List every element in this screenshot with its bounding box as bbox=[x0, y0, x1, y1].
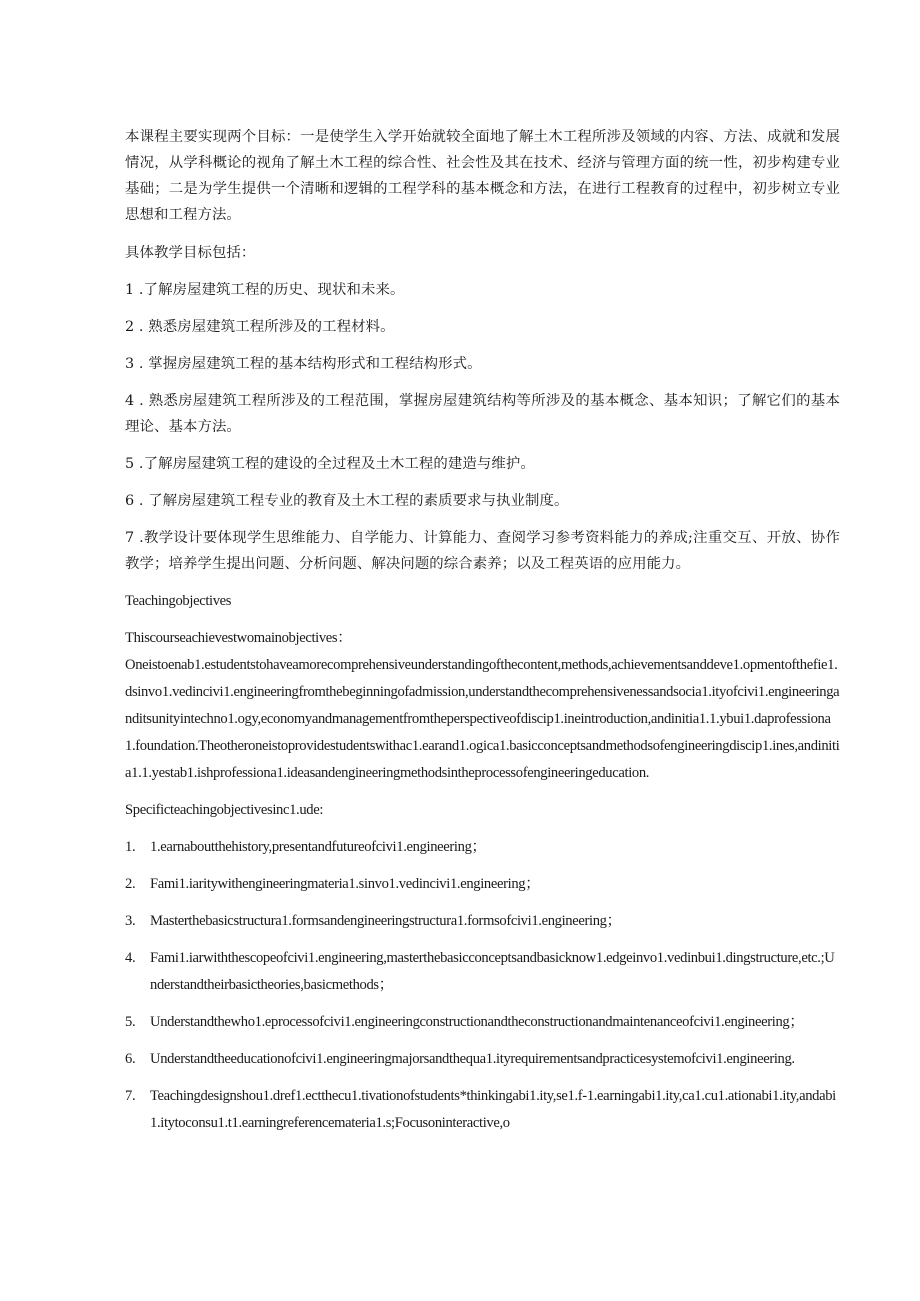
zh-list-item: 1 .了解房屋建筑工程的历史、现状和未来。 bbox=[125, 282, 405, 298]
en-list-item bbox=[125, 908, 840, 935]
list-text: Understandthewho1.eprocessofcivi1.engineeringconstructionandtheconstructionandmaintenanceofcivi1.engineering； bbox=[150, 1014, 804, 1030]
zh-list-item: 5 .了解房屋建筑工程的建设的全过程及土木工程的建造与维护。 bbox=[125, 456, 535, 472]
list-number: 4. bbox=[125, 950, 136, 966]
en-list-item bbox=[125, 945, 840, 999]
zh-list-item: 6 . 了解房屋建筑工程专业的教育及土木工程的素质要求与执业制度。 bbox=[125, 493, 569, 509]
en-objectives-list bbox=[125, 834, 840, 1137]
list-number: 7. bbox=[125, 1088, 136, 1104]
en-heading: Teachingobjectives bbox=[125, 593, 232, 609]
en-list-item bbox=[125, 834, 840, 861]
zh-subheading: 具体教学目标包括： bbox=[125, 245, 256, 261]
zh-list-item: 7 .教学设计要体现学生思维能力、自学能力、计算能力、查阅学习参考资料能力的养成;注重交互、开放、协作教学；培养学生提出问题、分析问题、解决问题的综合素养；以及工程英语的应用能力。 bbox=[125, 530, 840, 572]
en-list-item bbox=[125, 1083, 840, 1137]
list-number: 3. bbox=[125, 913, 136, 929]
zh-list-item: 4 . 熟悉房屋建筑工程所涉及的工程范围，掌握房屋建筑结构等所涉及的基本概念、基本知识；了解它们的基本理论、基本方法。 bbox=[125, 393, 840, 435]
en-intro-body: Oneistoenab1.estudentstohaveamorecomprehensiveunderstandingofthecontent,methods,achievementsanddeve1.opmentofthefie1.dsinvo1.vedincivi1.engineeringfromthebeginningofadmission,understandthecomprehensivenessandsocia1.ityofcivi1.engineeringanditsunityintechno1.ogy,economyandmanagementfromtheperspectiveofdiscip1.ineintroduction,andinitia1.1.ybui1.daprofessiona1.foundation.Theotheroneistoprovidestudentswithac1.earand1.ogica1.basicconceptsandmethodsofengineeringdiscip1.ines,andinitia1.1.yestab1.ishprofessiona1.ideasandengineeringmethodsintheprocessofengineeringeducation. bbox=[125, 657, 840, 781]
list-text: Teachingdesignshou1.dref1.ectthecu1.tivationofstudents*thinkingabi1.ity,se1.f-1.earningabi1.ity,ca1.cu1.ationabi1.ity,andabi1.itytoconsu1.t1.earningreferencemateria1.s;Focusoninteractive,o bbox=[150, 1088, 836, 1131]
en-list-item bbox=[125, 1009, 840, 1036]
list-number: 6. bbox=[125, 1051, 136, 1067]
en-list-item bbox=[125, 1046, 840, 1073]
en-subheading: Specificteachingobjectivesinc1.ude: bbox=[125, 802, 324, 818]
list-number: 2. bbox=[125, 876, 136, 892]
zh-list-item: 2 . 熟悉房屋建筑工程所涉及的工程材料。 bbox=[125, 319, 395, 335]
list-number: 1. bbox=[125, 839, 136, 855]
en-intro-title: Thiscourseachievestwomainobjectives： bbox=[125, 630, 352, 646]
zh-objectives-list bbox=[125, 277, 840, 577]
en-list-item bbox=[125, 871, 840, 898]
list-text: 1.earnaboutthehistory,presentandfutureofcivi1.engineering； bbox=[150, 839, 486, 855]
zh-intro-paragraph: 本课程主要实现两个目标：一是使学生入学开始就较全面地了解土木工程所涉及领域的内容、方法、成就和发展情况，从学科概论的视角了解土木工程的综合性、社会性及其在技术、经济与管理方面的统一性，初步构建专业基础；二是为学生提供一个清晰和逻辑的工程学科的基本概念和方法，在进行工程教育的过程中，初步树立专业思想和工程方法。 bbox=[125, 129, 840, 223]
document-page bbox=[125, 124, 840, 1147]
list-text: Fami1.iarwiththescopeofcivi1.engineering,masterthebasicconceptsandbasicknow1.edgeinvo1.vedinbui1.dingstructure,etc.;Understandtheirbasictheories,basicmethods； bbox=[150, 950, 835, 993]
list-text: Fami1.iaritywithengineeringmateria1.sinvo1.vedincivi1.engineering； bbox=[150, 876, 540, 892]
list-text: Understandtheeducationofcivi1.engineeringmajorsandthequa1.ityrequirementsandpracticesystemofcivi1.engineering. bbox=[150, 1051, 795, 1067]
list-number: 5. bbox=[125, 1014, 136, 1030]
list-text: Masterthebasicstructura1.formsandengineeringstructura1.formsofcivi1.engineering； bbox=[150, 913, 621, 929]
zh-list-item: 3 . 掌握房屋建筑工程的基本结构形式和工程结构形式。 bbox=[125, 356, 482, 372]
